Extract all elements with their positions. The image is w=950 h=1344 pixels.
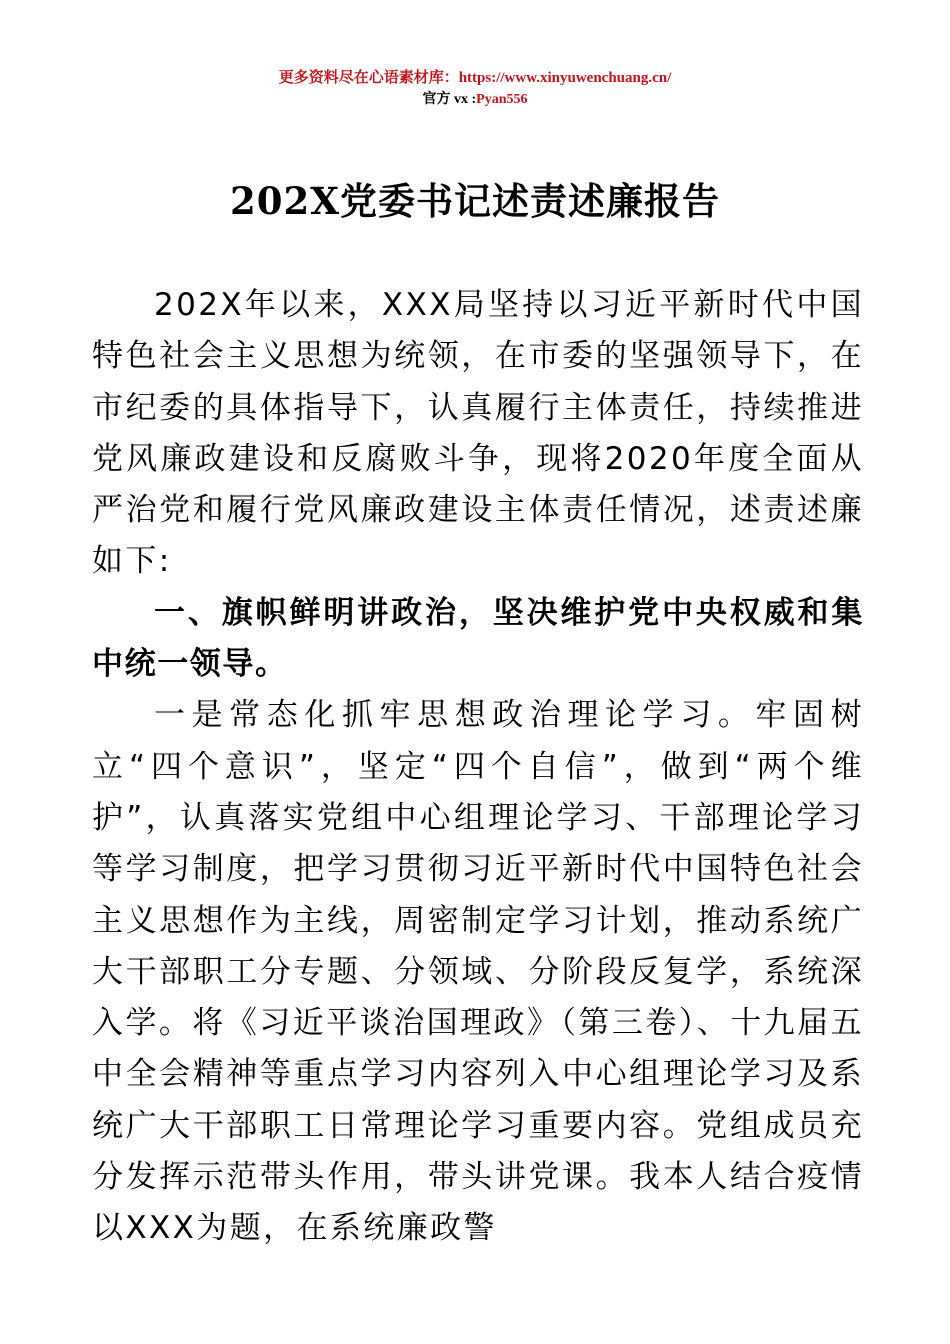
section-heading: 一、旗帜鲜明讲政治，坚决维护党中央权威和集中统一领导。 <box>92 594 864 683</box>
watermark-vx-id: Pyan556 <box>476 92 528 107</box>
body-paragraph: 一是常态化抓牢思想政治理论学习。牢固树立“四个意识”，坚定“四个自信”，做到“两个维护”，认真落实党组中心组理论学习、干部理论学习等学习制度，把学习贯彻习近平新时代中国特色社会主义思想作为主线，周密制定学习计划，推动系统广大干部职工分专题、分领域、分阶段反复学，系统深入学。将《习近平谈治国理政》（第三卷）、十九届五中全会精神等重点学习内容列入中心组理论学习及系统广大干部职工日常理论学习重要内容。党组成员充分发挥示范带头作用，带头讲党课。我本人结合疫情以XXX为题，在系统廉政警 <box>92 697 864 1247</box>
watermark-source-label: 更多资料尽在心语素材库： <box>278 70 459 86</box>
watermark-header-line2 <box>0 90 950 110</box>
intro-paragraph: 202X年以来，XXX局坚持以习近平新时代中国特色社会主义思想为统领，在市委的坚强领导下，在市纪委的具体指导下，认真履行主体责任，持续推进党风廉政建设和反腐败斗争，现将2020年度全面从严治党和履行党风廉政建设主体责任情况，述责述廉如下: <box>92 287 864 580</box>
page-title: 202X党委书记述责述廉报告 <box>230 179 720 223</box>
watermark-vx-label: 官方 vx : <box>422 92 477 107</box>
document-body <box>92 280 864 1255</box>
watermark-url-link[interactable]: https://www.xinyuwenchuang.cn/ <box>458 70 672 86</box>
watermark-header-line1 <box>0 68 950 88</box>
